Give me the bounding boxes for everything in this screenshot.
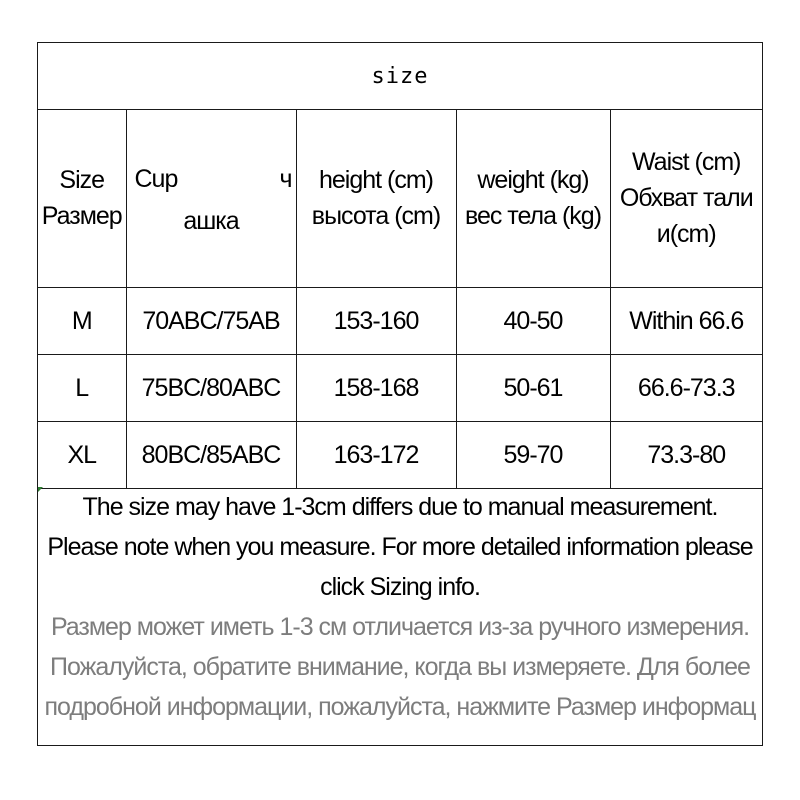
header-waist-ru-end: и(cm) xyxy=(656,220,716,248)
cell-height: 158-168 xyxy=(296,355,456,422)
note-ru-line: подробной информации, пожалуйста, нажмите Размер информац xyxy=(44,693,756,721)
header-size-en: Size xyxy=(59,166,105,194)
cell-weight: 40-50 xyxy=(456,288,610,355)
size-table xyxy=(38,109,762,489)
header-size xyxy=(38,109,126,288)
header-cup-en: Cup xyxy=(134,165,178,193)
note-ru-line: Размер может иметь 1-3 см отличается из-за ручного измерения. xyxy=(50,613,750,641)
note-en-line: Please note when you measure. For more detailed information please xyxy=(47,533,753,561)
cell-size: M xyxy=(38,288,126,355)
table-row xyxy=(38,355,762,422)
cell-size: XL xyxy=(38,422,126,489)
cell-waist: Within 66.6 xyxy=(610,288,762,355)
header-height xyxy=(296,109,456,288)
header-weight-ru: вес тела (kg) xyxy=(464,202,602,230)
header-size-ru: Размер xyxy=(41,202,122,230)
header-cup xyxy=(126,109,296,288)
cell-size: L xyxy=(38,355,126,422)
header-cup-ru: ашка xyxy=(183,207,239,235)
cell-weight: 50-61 xyxy=(456,355,610,422)
header-waist-en: Waist (cm) xyxy=(632,148,741,176)
header-cup-tail: ч xyxy=(279,165,292,193)
cell-cup: 70ABC/75AB xyxy=(126,288,296,355)
cell-waist: 66.6-73.3 xyxy=(610,355,762,422)
cell-height: 153-160 xyxy=(296,288,456,355)
table-row xyxy=(38,288,762,355)
cell-height: 163-172 xyxy=(296,422,456,489)
chart-title: size xyxy=(38,43,762,110)
header-waist xyxy=(610,109,762,288)
cell-weight: 59-70 xyxy=(456,422,610,489)
table-row xyxy=(38,422,762,489)
notes-block xyxy=(38,487,762,727)
table-header-row xyxy=(38,109,762,288)
header-height-en: height (cm) xyxy=(318,166,434,194)
header-weight-en: weight (kg) xyxy=(477,166,589,194)
cell-cup: 75BC/80ABC xyxy=(126,355,296,422)
header-height-ru: высота (cm) xyxy=(311,202,441,230)
header-waist-ru: Обхват тали xyxy=(619,184,753,212)
header-weight xyxy=(456,109,610,288)
size-chart xyxy=(37,42,763,746)
cell-waist: 73.3-80 xyxy=(610,422,762,489)
note-en-line: click Sizing info. xyxy=(320,573,480,601)
cell-cup: 80BC/85ABC xyxy=(126,422,296,489)
note-en-line: The size may have 1-3cm differs due to manual measurement. xyxy=(82,493,718,521)
note-ru-line: Пожалуйста, обратите внимание, когда вы измеряете. Для более xyxy=(50,653,750,681)
